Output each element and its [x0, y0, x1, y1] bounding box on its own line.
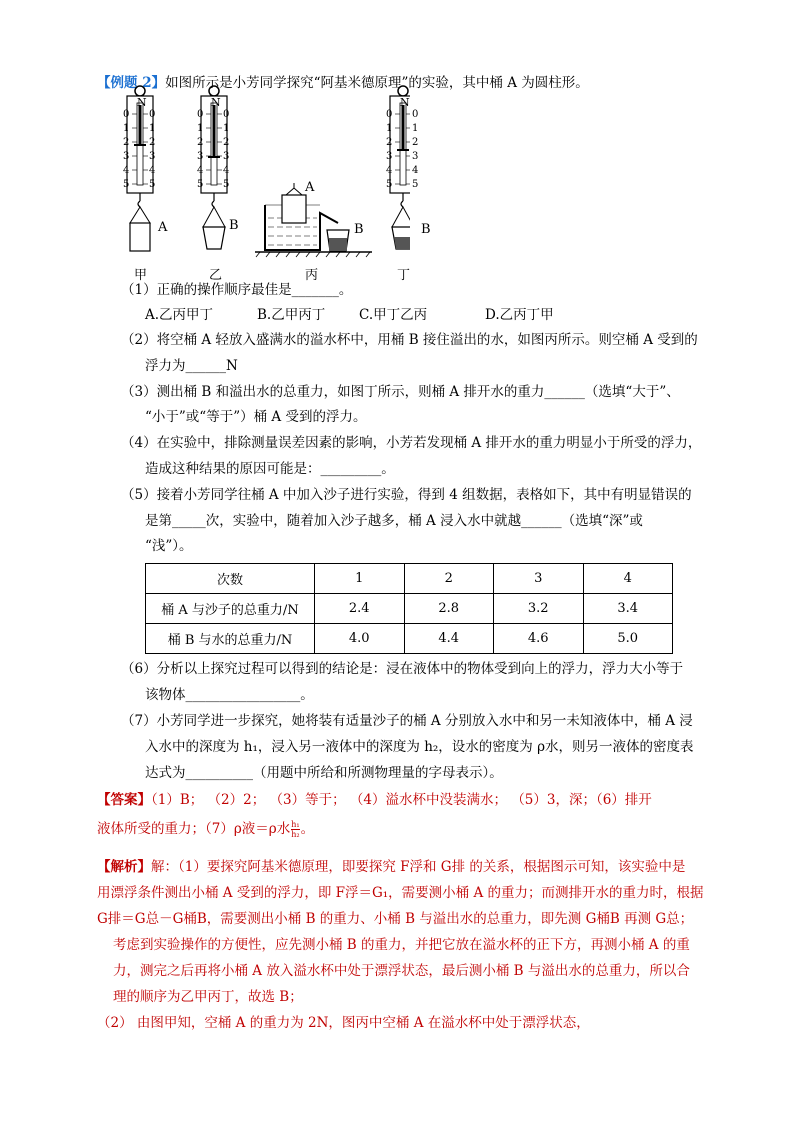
scale-letter-ding: N: [400, 96, 410, 109]
table-cell: 3: [494, 564, 584, 594]
ticks-yi-right: 0 1 2 3 4 5: [223, 109, 230, 190]
table-cell: 次数: [146, 564, 315, 594]
table-cell: 3.2: [494, 594, 584, 624]
analysis-line4: 考虑到实验操作的方便性，应先测小桶 B 的重力，并把它放在溢水杯的正下方，再测小桶 A 的重: [113, 937, 690, 953]
question-2-line1: （2）将空桶 A 轻放入盛满水的溢水杯中，用桶 B 接住溢出的水，如图丙所示。则空桶 A 受到的: [121, 332, 698, 348]
q1-option-a: A.乙丙甲丁: [145, 307, 214, 323]
ticks-ding-right: 0 1 2 3 4 5: [412, 109, 419, 190]
table-cell: 1: [315, 564, 405, 594]
table-row: [146, 594, 673, 624]
answer-line2: [97, 820, 314, 839]
question-6-line1: （6）分析以上探究过程可以得到的结论是：浸在液体中的物体受到向上的浮力，浮力大小等于: [121, 661, 684, 677]
table-row: [146, 624, 673, 654]
question-3-line2: “小于”或“等于”）桶 A 受到的浮力。: [145, 409, 367, 425]
answer-text-2: 液体所受的重力；（7）ρ液＝ρ水: [97, 821, 291, 837]
question-7-line1: （7）小芳同学进一步探究，她将装有适量沙子的桶 A 分别放入水中和另一未知液体中，桶 A 浸: [121, 713, 693, 729]
ticks-jia-left: 0 1 2 3 4 5: [123, 109, 130, 190]
question-7-line3: 达式为__________（用题中所给和所测物理量的字母表示）。: [145, 765, 503, 781]
table-cell: 4.0: [315, 624, 405, 654]
q1-option-b: B.乙甲丙丁: [257, 307, 326, 323]
answer-fraction: [291, 820, 299, 839]
question-1: （1）正确的操作顺序最佳是_______。: [121, 282, 353, 298]
answer-line1: [97, 791, 652, 809]
fraction-denominator: h₂: [291, 830, 300, 839]
table-cell: 2: [404, 564, 494, 594]
analysis-line6: 理的顺序为乙甲丙丁，故选 B；: [113, 989, 303, 1005]
q1-option-c: C.甲丁乙丙: [359, 307, 428, 323]
answer-tag: 【答案】: [97, 792, 151, 808]
example-intro: 如图所示是小芳同学探究“阿基米德原理”的实验，其中桶 A 为圆柱形。: [165, 75, 589, 91]
scale-letter-yi: N: [211, 96, 221, 109]
label-b-ding: B: [421, 222, 431, 237]
q1-option-d: D.乙丙丁甲: [485, 307, 554, 323]
question-3-line1: （3）测出桶 B 和溢出水的总重力，如图丁所示，则桶 A 排开水的重力______（选填“大于”、: [121, 384, 680, 400]
question-2-line2: 浮力为______N: [145, 358, 238, 374]
answer-text: （1）B； （2）2； （3）等于； （4）溢水杯中没装满水； （5）3，深；（6）排开: [151, 792, 652, 808]
label-b-bing: B: [354, 222, 364, 237]
table-cell: 桶 A 与沙子的总重力/N: [146, 594, 315, 624]
table-cell: 3.4: [583, 594, 673, 624]
ticks-ding-left: 0 1 2 3 4 5: [386, 109, 393, 190]
question-7-line2: 入水中的深度为 h₁，浸入另一液体中的深度为 h₂，设水的密度为 ρ水，则另一液体的密度表: [145, 739, 694, 755]
caption-bing: 丙: [305, 268, 319, 283]
analysis-line1: [97, 858, 685, 876]
question-5-line3: “浅”）。: [145, 538, 193, 554]
table-cell: 4: [583, 564, 673, 594]
question-4-line2: 造成这种结果的原因可能是：_________。: [145, 461, 395, 477]
caption-jia: 甲: [134, 268, 148, 283]
data-table: [145, 563, 673, 654]
ticks-jia-right: 0 1 2 3 4 5: [149, 109, 156, 190]
table-cell: 2.8: [404, 594, 494, 624]
ticks-yi-left: 0 1 2 3 4 5: [197, 109, 204, 190]
table-header-row: [146, 564, 673, 594]
table-cell: 4.4: [404, 624, 494, 654]
analysis-line3: G排＝G总－G桶B，需要测出小桶 B 的重力、小桶 B 与溢出水的总重力，即先测 G桶B 再测 G总；: [97, 911, 694, 927]
analysis-text: 解：（1）要探究阿基米德原理，即要探究 F浮和 G排 的关系，根据图示可知，该实验中是: [151, 859, 686, 875]
label-a-bing: A: [305, 180, 315, 195]
scale-letter-jia: N: [137, 96, 147, 109]
analysis-line5: 力，测完之后再将小桶 A 放入溢水杯中处于漂浮状态，最后测小桶 B 与溢出水的总重力，所以合: [113, 963, 690, 979]
spring-balance-ding: [390, 86, 410, 249]
table-cell: 桶 B 与水的总重力/N: [146, 624, 315, 654]
example-tag: 【例题 2】: [97, 75, 166, 91]
analysis-line2: 用漂浮条件测出小桶 A 受到的浮力，即 F浮＝G₁，需要测小桶 A 的重力；而测排开水的重力时，根据: [97, 885, 704, 901]
table-cell: 5.0: [583, 624, 673, 654]
analysis-tag: 【解析】: [97, 859, 151, 875]
analysis-line7: （2） 由图甲知，空桶 A 的重力为 2N，图丙中空桶 A 在溢水杯中处于漂浮状态，: [97, 1015, 590, 1031]
question-6-line2: 该物体_________________。: [145, 687, 314, 703]
question-5-line2: 是第_____次，实验中，随着加入沙子越多，桶 A 浸入水中就越______（选填“深”或: [145, 513, 643, 529]
fraction-numerator: h₁: [291, 820, 300, 829]
question-4-line1: （4）在实验中，排除测量误差因素的影响，小芳若发现桶 A 排开水的重力明显小于所受的浮力，: [121, 435, 702, 451]
label-a-jia: A: [158, 220, 168, 235]
caption-yi: 乙: [209, 268, 223, 283]
answer-end: 。: [300, 821, 315, 837]
question-5-line1: （5）接着小芳同学往桶 A 中加入沙子进行实验，得到 4 组数据，表格如下，其中有明显错误的: [121, 487, 692, 503]
table-cell: 4.6: [494, 624, 584, 654]
caption-ding: 丁: [397, 268, 411, 283]
table-cell: 2.4: [315, 594, 405, 624]
label-b-yi: B: [229, 218, 239, 233]
